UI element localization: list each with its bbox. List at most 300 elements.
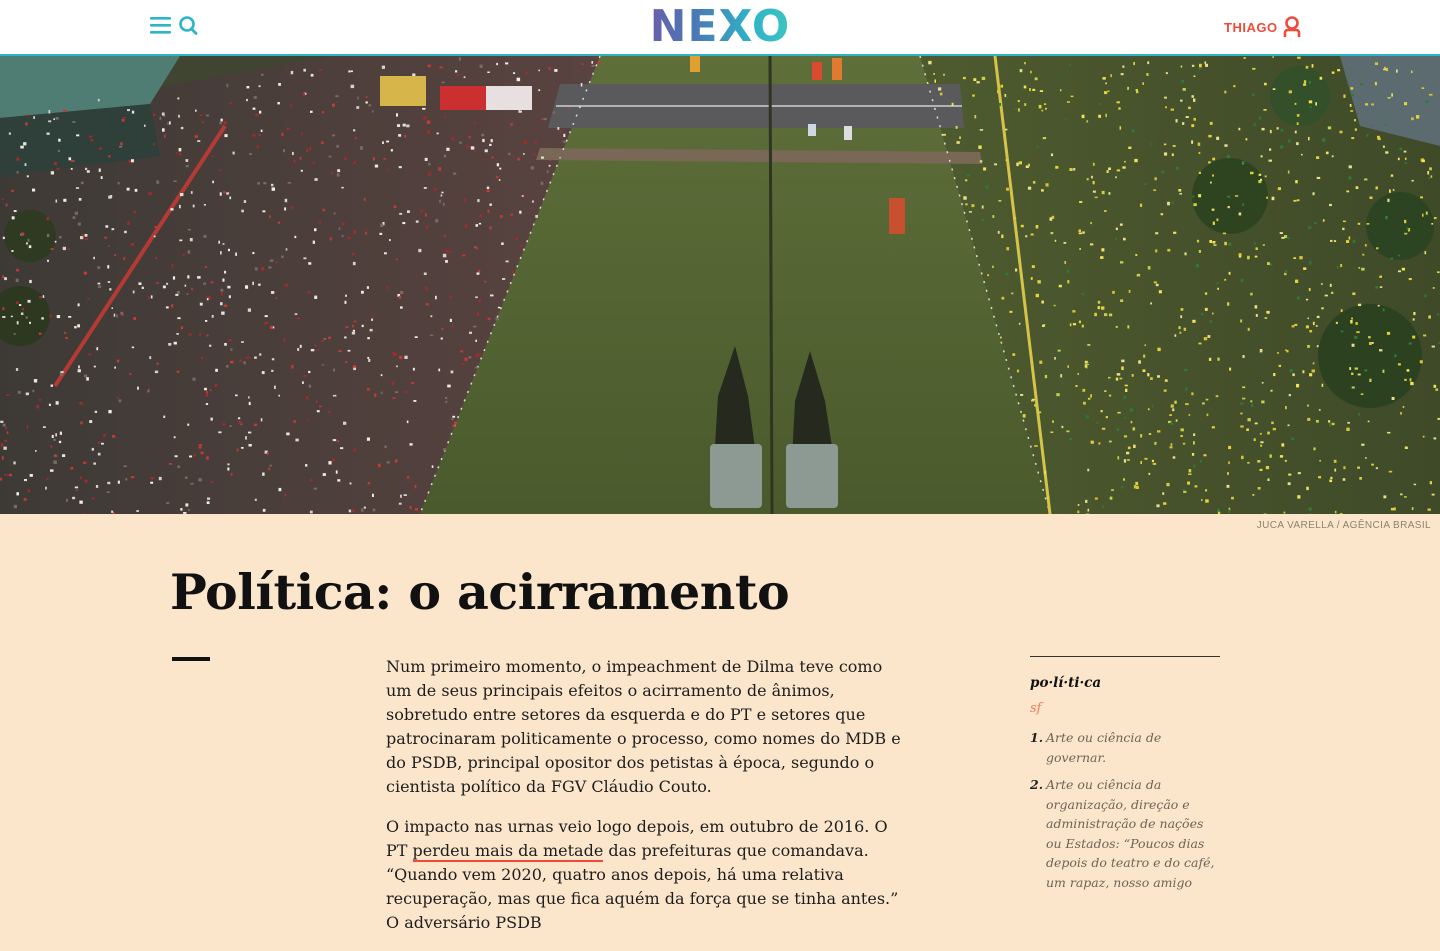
crowd-speck <box>372 315 375 317</box>
crowd-speck <box>1240 403 1243 405</box>
crowd-speck <box>372 110 374 112</box>
crowd-speck <box>1281 129 1284 131</box>
crowd-speck <box>965 179 968 181</box>
crowd-speck <box>1012 353 1015 356</box>
crowd-speck <box>522 195 524 197</box>
crowd-speck <box>207 501 210 504</box>
crowd-speck <box>1332 423 1335 425</box>
crowd-speck <box>26 242 28 244</box>
crowd-speck <box>353 330 355 332</box>
crowd-speck <box>1116 378 1118 381</box>
crowd-speck <box>248 432 251 434</box>
crowd-speck <box>222 279 224 282</box>
crowd-speck <box>563 134 565 137</box>
crowd-speck <box>179 240 182 242</box>
crowd-speck <box>1044 471 1046 474</box>
crowd-speck <box>291 104 293 107</box>
crowd-speck <box>245 436 247 440</box>
crowd-speck <box>154 236 156 238</box>
crowd-speck <box>371 319 373 321</box>
crowd-speck <box>101 176 103 179</box>
crowd-speck <box>1280 232 1283 234</box>
crowd-speck <box>582 63 584 65</box>
crowd-speck <box>428 173 431 176</box>
crowd-speck <box>1171 443 1173 446</box>
crowd-speck <box>1317 345 1319 347</box>
crowd-speck <box>332 135 335 137</box>
crowd-speck <box>48 120 51 122</box>
crowd-speck <box>1288 474 1291 476</box>
crowd-speck <box>249 444 252 447</box>
crowd-speck <box>124 465 127 467</box>
crowd-speck <box>1351 373 1353 375</box>
crowd-speck <box>187 275 189 278</box>
crowd-speck <box>1398 158 1400 161</box>
crowd-speck <box>308 291 311 293</box>
crowd-speck <box>1042 325 1044 327</box>
crowd-speck <box>1240 320 1242 323</box>
crowd-speck <box>1341 309 1343 312</box>
crowd-speck <box>1346 240 1349 243</box>
crowd-speck <box>1144 183 1146 185</box>
crowd-speck <box>1159 290 1162 293</box>
crowd-speck <box>188 250 191 253</box>
crowd-speck <box>330 237 332 240</box>
crowd-speck <box>1050 432 1053 434</box>
crowd-speck <box>1098 306 1100 309</box>
crowd-speck <box>411 382 414 384</box>
crowd-speck <box>1037 280 1040 283</box>
crowd-speck <box>353 129 355 131</box>
crowd-speck <box>1247 462 1250 464</box>
crowd-speck <box>1270 263 1273 266</box>
crowd-speck <box>1090 243 1093 245</box>
crowd-speck <box>53 118 55 120</box>
crowd-speck <box>474 151 476 153</box>
crowd-speck <box>1343 95 1345 98</box>
crowd-speck <box>1309 100 1312 103</box>
crowd-speck <box>98 285 101 288</box>
crowd-speck <box>52 435 54 438</box>
crowd-speck <box>1347 422 1350 424</box>
crowd-speck <box>163 416 165 418</box>
crowd-speck <box>1173 145 1176 147</box>
crowd-speck <box>402 222 405 224</box>
crowd-speck <box>108 281 111 283</box>
crowd-speck <box>469 356 472 358</box>
crowd-speck <box>1018 108 1020 111</box>
crowd-speck <box>501 242 504 245</box>
crowd-speck <box>516 238 519 240</box>
crowd-speck <box>554 69 557 72</box>
crowd-speck <box>1437 314 1440 316</box>
crowd-speck <box>314 345 316 347</box>
crowd-speck <box>285 284 289 287</box>
crowd-speck <box>1095 197 1098 199</box>
crowd-speck <box>1154 281 1157 283</box>
crowd-speck <box>120 142 123 145</box>
menu-icon[interactable] <box>150 15 172 35</box>
crowd-speck <box>1254 438 1256 441</box>
crowd-speck <box>1189 469 1192 472</box>
crowd-speck <box>80 476 82 479</box>
crowd-speck <box>1055 240 1057 242</box>
crowd-speck <box>510 214 513 216</box>
crowd-speck <box>1120 299 1123 302</box>
crowd-speck <box>1167 249 1170 252</box>
crowd-speck <box>1405 158 1407 160</box>
crowd-speck <box>1176 419 1178 421</box>
crowd-speck <box>56 117 59 120</box>
crowd-speck <box>531 166 534 169</box>
crowd-speck <box>1183 491 1186 493</box>
crowd-speck <box>415 336 418 338</box>
crowd-speck <box>163 286 166 289</box>
crowd-speck <box>268 468 270 471</box>
definition-text: Arte ou ciência de governar. <box>1046 730 1161 765</box>
crowd-speck <box>9 133 11 135</box>
crowd-speck <box>261 267 264 270</box>
user-icon <box>1282 15 1302 39</box>
crowd-speck <box>223 243 225 245</box>
crowd-speck <box>1255 256 1258 258</box>
crowd-speck <box>544 118 547 120</box>
crowd-speck <box>7 431 9 434</box>
crowd-speck <box>1006 273 1009 276</box>
crowd-speck <box>78 369 81 372</box>
crowd-speck <box>47 217 50 220</box>
crowd-speck <box>105 225 108 228</box>
crowd-speck <box>464 76 466 78</box>
crowd-speck <box>263 182 266 184</box>
dictionary-word: po·lí·ti·ca <box>1030 675 1220 691</box>
crowd-speck <box>1428 315 1431 318</box>
crowd-speck <box>428 65 431 68</box>
crowd-speck <box>29 322 31 324</box>
crowd-speck <box>1082 293 1085 295</box>
crowd-speck <box>1161 171 1164 173</box>
crowd-speck <box>519 211 521 214</box>
crowd-speck <box>59 236 62 238</box>
crowd-speck <box>1371 464 1374 466</box>
crowd-speck <box>1297 495 1300 498</box>
crowd-speck <box>77 324 80 327</box>
crowd-speck <box>479 300 481 303</box>
crowd-speck <box>1355 322 1357 325</box>
crowd-speck <box>999 103 1001 106</box>
crowd-speck <box>314 228 317 231</box>
crowd-speck <box>1124 435 1127 437</box>
crowd-speck <box>84 272 87 275</box>
crowd-speck <box>1019 323 1021 325</box>
crowd-speck <box>319 69 322 71</box>
crowd-speck <box>73 216 76 219</box>
crowd-speck <box>270 260 274 262</box>
crowd-speck <box>928 61 931 64</box>
crowd-speck <box>63 247 66 250</box>
crowd-speck <box>1357 467 1360 469</box>
crowd-speck <box>1060 89 1062 91</box>
crowd-speck <box>65 337 68 339</box>
crowd-speck <box>198 447 201 449</box>
crowd-speck <box>55 241 57 243</box>
crowd-speck <box>1261 155 1263 157</box>
crowd-speck <box>1403 406 1405 408</box>
crowd-speck <box>1430 481 1432 484</box>
crowd-speck <box>592 65 595 67</box>
user-account-link[interactable] <box>1224 14 1302 40</box>
crowd-speck <box>1118 456 1120 459</box>
crowd-speck <box>303 93 306 96</box>
crowd-speck <box>475 340 477 342</box>
crowd-speck <box>965 203 968 205</box>
crowd-speck <box>1180 435 1183 437</box>
crowd-speck <box>415 508 418 511</box>
crowd-speck <box>1039 105 1042 109</box>
crowd-speck <box>1309 81 1311 84</box>
crowd-speck <box>1073 168 1075 170</box>
crowd-speck <box>1291 438 1294 440</box>
crowd-speck <box>481 134 484 137</box>
crowd-speck <box>500 215 502 218</box>
crowd-speck <box>1191 392 1193 395</box>
crowd-speck <box>345 326 348 328</box>
crowd-speck <box>1066 431 1069 433</box>
crowd-speck <box>1164 152 1167 155</box>
crowd-speck <box>559 155 561 157</box>
crowd-speck <box>1318 476 1321 478</box>
crowd-speck <box>1019 161 1022 164</box>
crowd-speck <box>517 78 521 82</box>
crowd-speck <box>1192 65 1194 67</box>
crowd-speck <box>1098 301 1100 304</box>
crowd-speck <box>1411 117 1414 120</box>
crowd-speck <box>22 308 24 310</box>
crowd-speck <box>1126 452 1129 455</box>
crowd-speck <box>1130 408 1133 411</box>
crowd-speck <box>308 419 310 421</box>
crowd-speck <box>1093 163 1095 166</box>
crowd-speck <box>98 99 100 102</box>
crowd-speck <box>1172 408 1174 411</box>
crowd-speck <box>1259 174 1262 176</box>
crowd-speck <box>1125 389 1127 392</box>
crowd-speck <box>178 115 180 118</box>
crowd-speck <box>1383 495 1386 498</box>
crowd-speck <box>215 369 218 372</box>
crowd-speck <box>71 467 74 470</box>
crowd-speck <box>1212 313 1214 315</box>
crowd-speck <box>1393 189 1395 191</box>
crowd-speck <box>373 509 376 512</box>
crowd-speck <box>1425 295 1427 298</box>
crowd-speck <box>199 115 202 117</box>
crowd-speck <box>1260 445 1262 447</box>
crowd-speck <box>382 141 384 144</box>
crowd-speck <box>1128 447 1131 450</box>
crowd-speck <box>277 102 280 104</box>
crowd-speck <box>1017 370 1019 373</box>
crowd-speck <box>404 356 407 359</box>
crowd-speck <box>1093 191 1096 193</box>
crowd-speck <box>1051 232 1054 234</box>
crowd-speck <box>1241 279 1244 282</box>
crowd-speck <box>1369 342 1372 345</box>
crowd-speck <box>1069 64 1071 66</box>
crowd-speck <box>257 146 260 148</box>
crowd-speck <box>1116 228 1118 231</box>
crowd-speck <box>413 400 416 402</box>
crowd-speck <box>1416 115 1419 119</box>
crowd-speck <box>1391 508 1394 511</box>
crowd-speck <box>199 444 202 446</box>
crowd-speck <box>175 294 178 296</box>
crowd-speck <box>89 136 92 138</box>
crowd-speck <box>449 296 452 298</box>
crowd-speck <box>1055 166 1058 169</box>
crowd-speck <box>109 288 111 290</box>
crowd-speck <box>297 318 300 320</box>
crowd-speck <box>278 395 280 397</box>
crowd-speck <box>2 275 4 278</box>
crowd-speck <box>159 477 162 480</box>
crowd-speck <box>132 347 134 349</box>
crowd-speck <box>55 455 57 457</box>
crowd-speck <box>223 423 226 425</box>
crowd-speck <box>11 190 14 192</box>
crowd-speck <box>1143 369 1146 372</box>
crowd-speck <box>1199 250 1201 253</box>
crowd-speck <box>1157 375 1160 378</box>
crowd-speck <box>1260 349 1263 352</box>
crowd-speck <box>997 90 1000 93</box>
crowd-speck <box>322 364 324 366</box>
crowd-speck <box>1388 97 1391 99</box>
crowd-speck <box>308 262 311 265</box>
crowd-speck <box>224 134 227 137</box>
crowd-speck <box>11 250 13 252</box>
crowd-speck <box>1309 373 1312 376</box>
crowd-speck <box>127 109 130 111</box>
crowd-speck <box>118 481 120 484</box>
crowd-speck <box>1429 167 1432 170</box>
crowd-speck <box>176 152 178 154</box>
crowd-speck <box>1293 257 1296 259</box>
crowd-speck <box>475 247 477 249</box>
crowd-speck <box>1351 318 1353 320</box>
crowd-speck <box>367 438 370 441</box>
crowd-speck <box>1059 285 1062 288</box>
crowd-speck <box>50 248 53 250</box>
crowd-speck <box>445 397 447 399</box>
crowd-speck <box>1217 358 1219 361</box>
crowd-speck <box>1224 91 1226 94</box>
crowd-speck <box>98 441 101 443</box>
crowd-speck <box>319 406 321 408</box>
crowd-speck <box>1252 94 1254 97</box>
crowd-speck <box>261 74 264 76</box>
crowd-speck <box>348 350 351 352</box>
crowd-speck <box>1292 325 1295 327</box>
crowd-speck <box>1296 384 1299 388</box>
crowd-speck <box>534 142 537 144</box>
crowd-speck <box>164 135 166 138</box>
crowd-speck <box>1086 514 1090 515</box>
crowd-speck <box>1085 500 1087 503</box>
crowd-speck <box>60 432 62 435</box>
crowd-speck <box>597 62 600 65</box>
crowd-speck <box>1271 422 1274 425</box>
crowd-speck <box>1112 291 1115 294</box>
crowd-speck <box>485 149 488 152</box>
crowd-speck <box>1143 355 1145 358</box>
crowd-speck <box>1187 482 1190 485</box>
crowd-speck <box>45 487 47 490</box>
crowd-speck <box>399 296 402 299</box>
crowd-speck <box>1038 412 1041 414</box>
crowd-speck <box>314 296 317 299</box>
crowd-speck <box>1319 409 1321 411</box>
search-icon[interactable] <box>177 14 199 36</box>
crowd-speck <box>1086 415 1089 418</box>
crowd-speck <box>1167 202 1170 206</box>
crowd-speck <box>980 160 983 162</box>
crowd-speck <box>550 159 552 161</box>
crowd-speck <box>523 153 525 155</box>
crowd-speck <box>1241 456 1244 459</box>
crowd-speck <box>350 70 353 72</box>
crowd-speck <box>284 339 286 342</box>
crowd-speck <box>221 119 223 122</box>
crowd-speck <box>244 200 246 203</box>
crowd-speck <box>227 286 230 289</box>
crowd-speck <box>437 133 439 135</box>
crowd-speck <box>252 282 254 285</box>
crowd-speck <box>985 186 988 189</box>
crowd-speck <box>535 215 538 218</box>
crowd-speck <box>1306 299 1308 301</box>
crowd-speck <box>1242 161 1245 164</box>
hero-photo <box>0 56 1440 514</box>
crowd-speck <box>1106 416 1108 418</box>
crowd-speck <box>1412 180 1414 182</box>
crowd-speck <box>187 293 189 295</box>
crowd-speck <box>1284 512 1286 514</box>
crowd-speck <box>1434 385 1437 388</box>
crowd-speck <box>13 462 15 465</box>
crowd-speck <box>107 265 109 268</box>
crowd-speck <box>1252 494 1254 496</box>
crowd-speck <box>207 335 209 337</box>
crowd-speck <box>998 231 1000 234</box>
brand-logo[interactable]: NEXO <box>642 6 798 48</box>
crowd-speck <box>1385 216 1388 219</box>
crowd-speck <box>345 301 347 304</box>
inline-link[interactable]: perdeu mais da metade <box>413 841 604 862</box>
crowd-speck <box>1125 385 1128 387</box>
crowd-speck <box>1197 240 1199 243</box>
crowd-speck <box>357 97 359 100</box>
crowd-speck <box>1228 206 1230 208</box>
crowd-speck <box>343 422 346 425</box>
crowd-speck <box>328 461 331 464</box>
crowd-speck <box>1266 311 1269 314</box>
crowd-speck <box>16 279 19 282</box>
crowd-speck <box>935 80 937 83</box>
crowd-speck <box>1422 87 1425 89</box>
crowd-speck <box>1420 360 1423 363</box>
crowd-speck <box>284 207 286 210</box>
